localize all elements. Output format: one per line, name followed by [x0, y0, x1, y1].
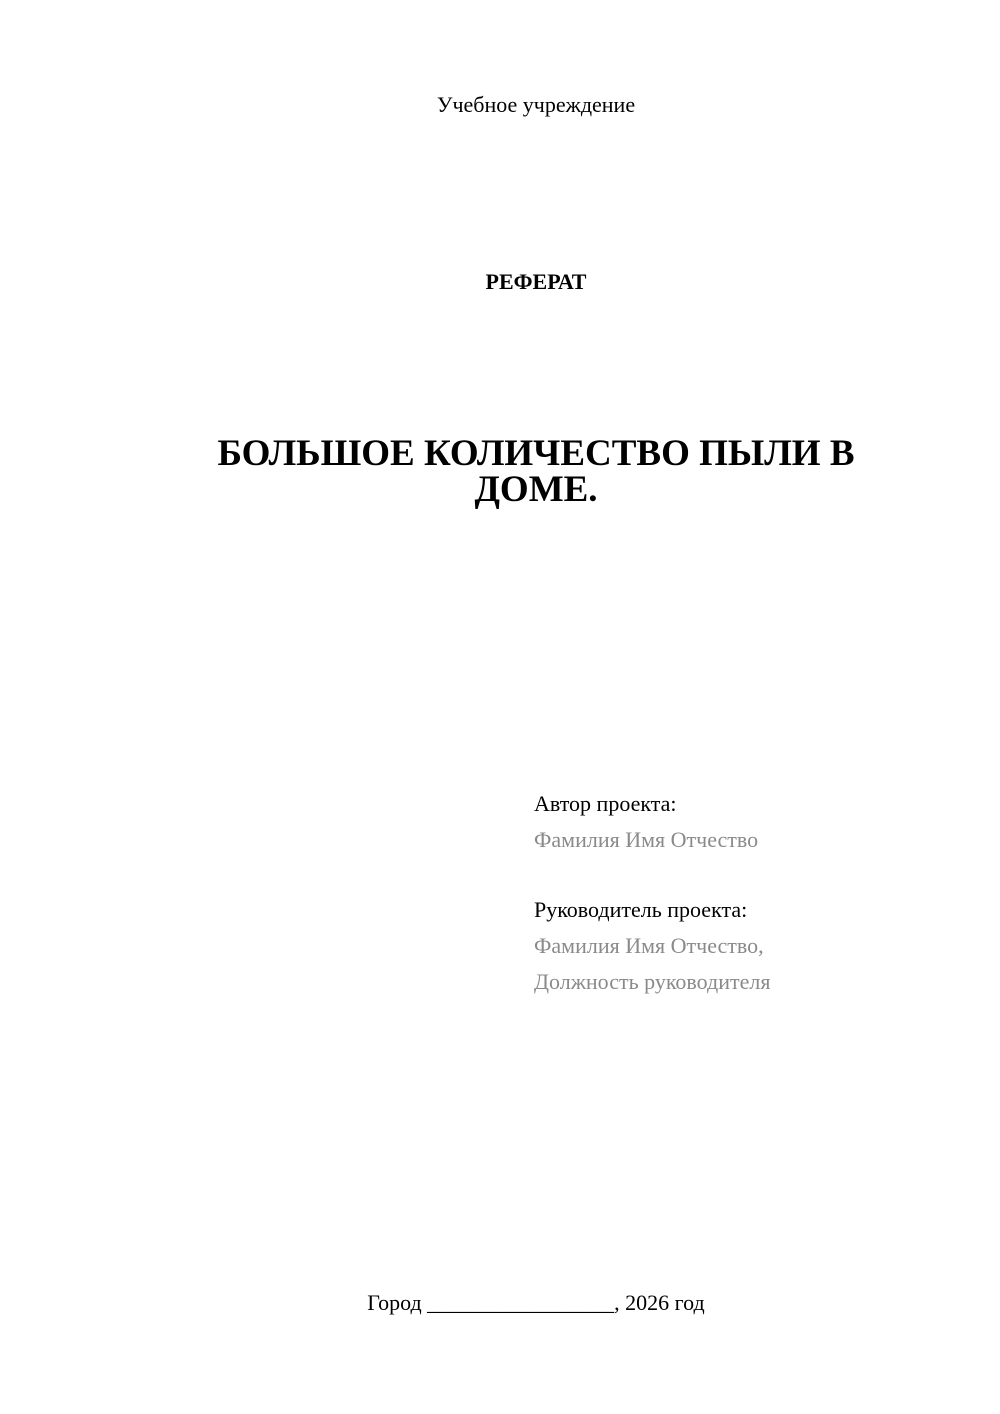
author-name-placeholder: Фамилия Имя Отчество	[534, 827, 759, 852]
document-type: РЕФЕРАТ	[485, 269, 587, 294]
supervisor-label: Руководитель проекта:	[534, 897, 748, 922]
document-title-line-1: БОЛЬШОЕ КОЛИЧЕСТВО ПЫЛИ В	[217, 433, 855, 474]
author-label: Автор проекта:	[534, 791, 677, 816]
document-title	[190, 433, 882, 510]
supervisor-block	[534, 892, 974, 1000]
city-year-line: Город _________________, 2026 год	[367, 1290, 705, 1315]
supervisor-position-placeholder: Должность руководителя	[534, 969, 771, 994]
supervisor-name-placeholder: Фамилия Имя Отчество,	[534, 933, 764, 958]
institution-name: Учебное учреждение	[436, 92, 636, 117]
document-title-line-2: ДОМЕ.	[474, 469, 598, 510]
author-block	[534, 786, 974, 858]
